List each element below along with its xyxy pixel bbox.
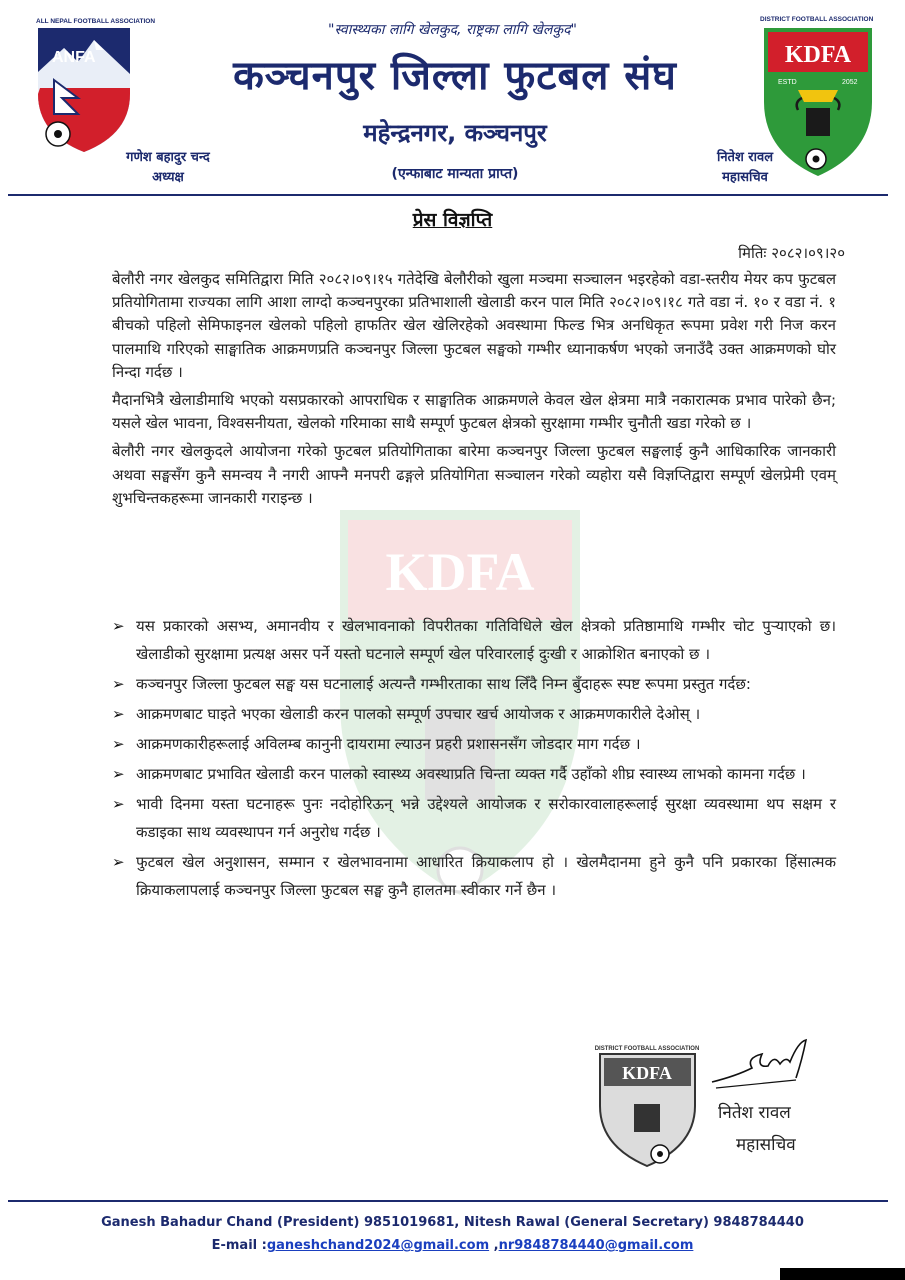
kdfa-org-text: DISTRICT FOOTBALL ASSOCIATION <box>760 16 874 23</box>
bullet-list <box>112 612 836 906</box>
watermark-abbr: KDFA <box>385 542 535 602</box>
recognition-text: (एन्फाबाट मान्यता प्राप्त) <box>391 166 519 182</box>
paragraph: मैदानभित्रै खेलाडीमाथि भएको यसप्रकारको आपराधिक र साङ्घातिक आक्रमणले केवल खेल क्षेत्रमा मात्रै नकारात्मक प्रभाव पारेको छैन; यसले खेल भावना, विश्वसनीयता, खेलको गरिमाका साथै सम्पूर्ण फुटबल क्षेत्रको सुरक्षामा गम्भीर चुनौती खडा गरेको छ । <box>112 391 836 433</box>
arrow-bullet-icon: ➢ <box>112 853 125 871</box>
bullet-item: ➢ भावी दिनमा यस्ता घटनाहरू पुनः नदोहोरिऊन् भन्ने उद्देश्यले आयोजक र सरोकारवालाहरूलाई सुरक्षा व्यवस्थामा थप सक्षम र कडाइका साथ व्यवस्थापन गर्न अनुरोध गर्दछ । <box>112 790 836 846</box>
kdfa-abbr: KDFA <box>784 42 852 68</box>
footer-contacts: Ganesh Bahadur Chand (President) 9851019681, Nitesh Rawal (General Secretary) 9848784440 <box>101 1215 804 1230</box>
arrow-bullet-icon: ➢ <box>112 705 125 723</box>
stamp-abbr: KDFA <box>622 1063 672 1083</box>
bullet-item: ➢ आक्रमणबाट घाइते भएका खेलाडी करन पालको सम्पूर्ण उपचार खर्च आयोजक र आक्रमणकारीले देओस् । <box>112 700 836 728</box>
arrow-bullet-icon: ➢ <box>112 675 125 693</box>
secretary-name: नितेश रावल <box>716 150 774 165</box>
stamp-org-text: DISTRICT FOOTBALL ASSOCIATION <box>594 1046 700 1052</box>
footer-divider <box>8 1200 888 1202</box>
scan-edge-bar <box>780 1268 905 1280</box>
header-divider <box>8 194 888 196</box>
bullet-item: ➢ फुटबल खेल अनुशासन, सम्मान र खेलभावनामा आधारित क्रियाकलाप हो । खेलमैदानमा हुने कुनै पनि प्रकारका हिंसात्मक क्रियाकलापलाई कञ्चनपुर जिल्ला फुटबल सङ्घ कुनै हालतमा स्वीकार गर्ने छैन । <box>112 848 836 904</box>
official-stamp <box>590 1036 705 1168</box>
arrow-bullet-icon: ➢ <box>112 765 125 783</box>
email-link-secretary[interactable]: nr9848784440@gmail.com <box>498 1238 694 1253</box>
bullet-item: ➢ कञ्चनपुर जिल्ला फुटबल सङ्घ यस घटनालाई अत्यन्तै गम्भीरताका साथ लिँदै निम्न बुँदाहरू स्पष्ट रूपमा प्रस्तुत गर्दछ: <box>112 670 836 698</box>
email-link-president[interactable]: ganeshchand2024@gmail.com <box>266 1238 490 1253</box>
secretary-role: महासचिव <box>722 170 768 185</box>
press-release-heading: प्रेस विज्ञप्ति <box>412 209 493 231</box>
secretary-block <box>670 148 820 188</box>
paragraph: बेलौरी नगर खेलकुदले आयोजना गरेको फुटबल प्रतियोगिताका बारेमा कञ्चनपुर जिल्ला फुटबल सङ्घलाई कुनै आधिकारिक जानकारी अथवा सङ्घसँग कुनै समन्वय नै नगरी आफ्नै मनपरी ढङ्गले प्रतियोगिता सञ्चालन गरेको व्यहोरा यसै विज्ञप्तिद्वारा सम्पूर्ण खेलप्रेमी एवम् शुभचिन्तकहरूमा जानकारी गराइन्छ । <box>112 442 836 507</box>
anfa-org-text: ALL NEPAL FOOTBALL ASSOCIATION <box>36 18 156 25</box>
paragraph: बेलौरी नगर खेलकुद समितिद्वारा मिति २०८२।०९।१५ गतेदेखि बेलौरीको खुला मञ्चमा सञ्चालन भइरहेको वडा-स्तरीय मेयर कप फुटबल प्रतियोगितामा राज्यका लागि आशा लाग्दो कञ्चनपुरका प्रतिभाशाली खेलाडी करन पाल मिति २०८२।०९।१८ गते वडा नं. १० र वडा नं. १ बीचको पहिलो सेमिफाइनल खेलको पहिलो हाफतिर खेल खेलिरहेको अवस्थामा फिल्ड भित्र अनधिकृत रूपमा प्रवेश गरी निज करन पालमाथि गरिएको साङ्घातिक आक्रमणप्रति कञ्चनपुर जिल्ला फुटबल सङ्घको गम्भीर ध्यानाकर्षण भएको जनाउँदै उक्त आक्रमणको घोर निन्दा गर्दछ । <box>112 270 836 381</box>
bullet-item: ➢ आक्रमणबाट प्रभावित खेलाडी करन पालको स्वास्थ्य अवस्थाप्रति चिन्ता व्यक्त गर्दै उहाँको शीघ्र स्वास्थ्य लाभको कामना गर्दछ । <box>112 760 836 788</box>
president-role: अध्यक्ष <box>152 170 184 185</box>
email-separator: , <box>489 1238 499 1253</box>
president-name: गणेश बहादुर चन्द <box>126 150 210 165</box>
kdfa-estd: ESTD <box>778 79 797 86</box>
org-title: कञ्चनपुर जिल्ला फुटबल संघ <box>233 53 677 99</box>
arrow-bullet-icon: ➢ <box>112 795 125 813</box>
arrow-bullet-icon: ➢ <box>112 735 125 753</box>
bullet-item: ➢ आक्रमणकारीहरूलाई अविलम्ब कानुनी दायरामा ल्याउन प्रहरी प्रशासनसँग जोडदार माग गर्दछ । <box>112 730 836 758</box>
release-date: मितिः २०८२।०९।२० <box>738 244 845 262</box>
signatory-role: महासचिव <box>736 1135 796 1155</box>
email-label: E-mail : <box>211 1238 267 1253</box>
signatory-name: नितेश रावल <box>718 1103 791 1123</box>
kdfa-year: 2052 <box>842 79 858 86</box>
president-block <box>78 148 258 188</box>
slogan: "स्वास्थ्यका लागि खेलकुद, राष्ट्रका लागि खेलकुद" <box>328 22 577 38</box>
footer-emails <box>0 1238 905 1253</box>
arrow-bullet-icon: ➢ <box>112 617 125 635</box>
bullet-item: ➢ यस प्रकारको असभ्य, अमानवीय र खेलभावनाको विपरीतका गतिविधिले खेल क्षेत्रको प्रतिष्ठामाथि गम्भीर चोट पुर्‍याएको छ। खेलाडीको सुरक्षामा प्रत्यक्ष असर पर्ने यस्तो घटनाले सम्पूर्ण खेल परिवारलाई दुःखी र आक्रोशित बनाएको छ । <box>112 612 836 668</box>
org-subtitle: महेन्द्रनगर, कञ्चनपुर <box>363 119 547 147</box>
handwritten-signature <box>706 1038 826 1093</box>
body-paragraphs <box>112 268 836 515</box>
anfa-abbr: ANFA <box>52 49 96 66</box>
